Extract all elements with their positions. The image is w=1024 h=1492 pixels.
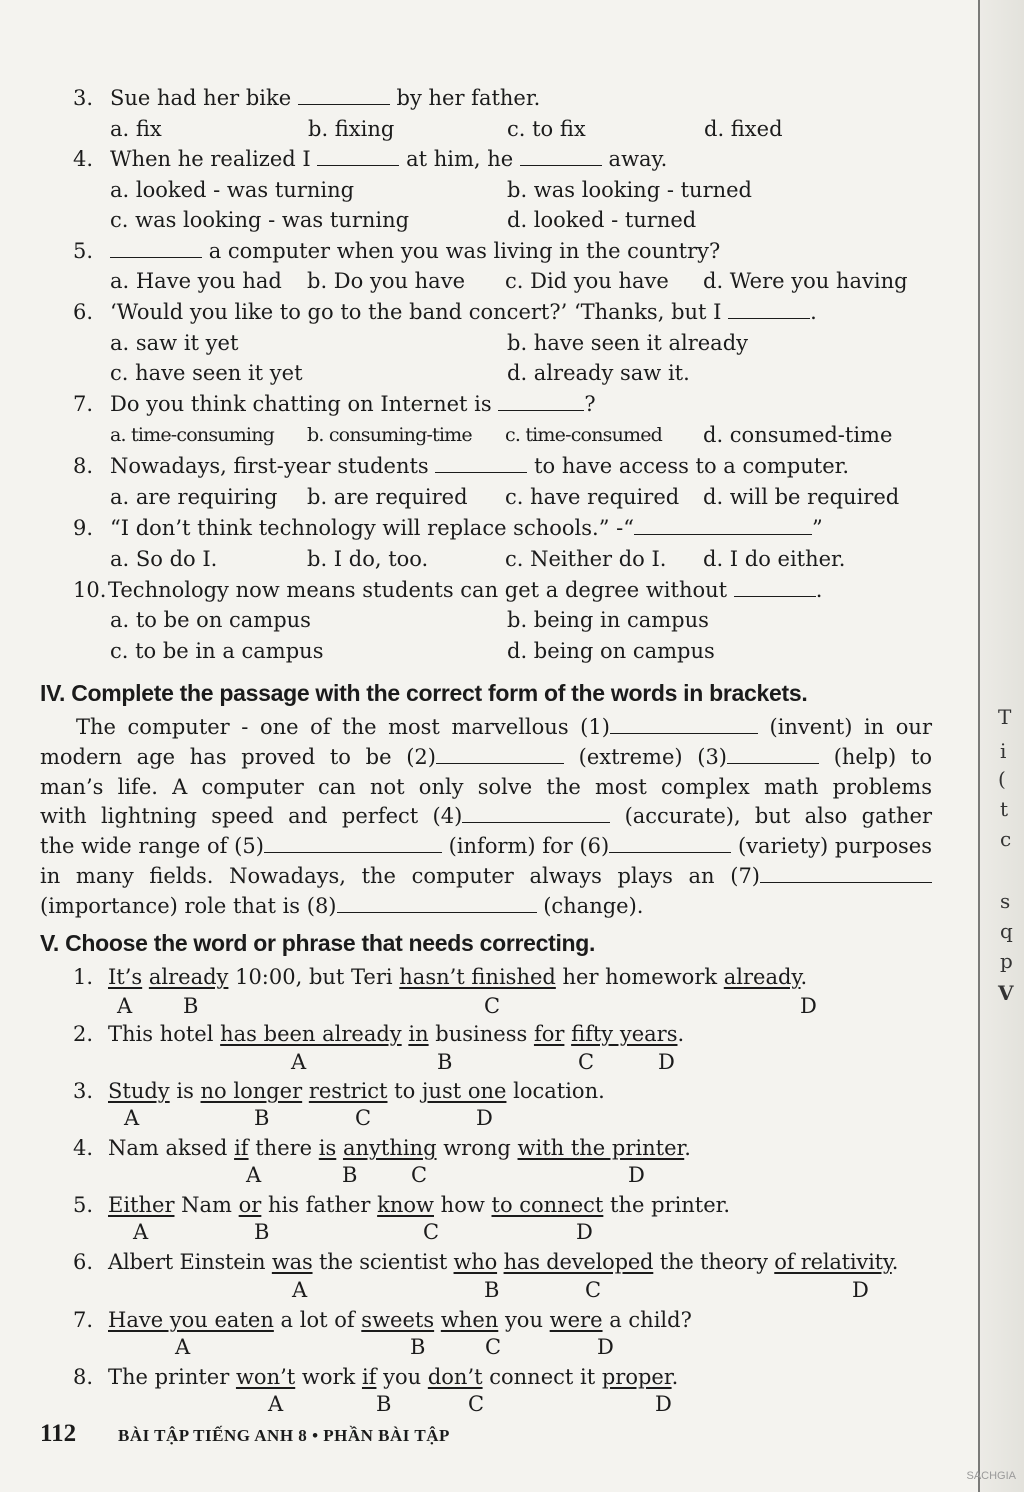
question-text: ” bbox=[811, 516, 823, 540]
underlined-part-a: has been already bbox=[220, 1022, 402, 1046]
letter-b: B bbox=[484, 1278, 500, 1302]
answer-blank-6 bbox=[609, 834, 731, 853]
passage-line bbox=[40, 713, 932, 743]
question-text: ? bbox=[584, 392, 596, 416]
underlined-part-c: restrict bbox=[308, 1079, 388, 1103]
question-4 bbox=[110, 146, 667, 172]
question-text: Nowadays, first-year students bbox=[110, 454, 429, 478]
letter-d: D bbox=[658, 1050, 675, 1074]
sentence-text: Nam bbox=[174, 1193, 239, 1217]
answer-blank-1 bbox=[610, 715, 758, 734]
underlined-part-c: know bbox=[377, 1193, 434, 1217]
passage-line bbox=[40, 892, 932, 922]
question-text: “I don’t think technology will replace schools.” -“ bbox=[110, 516, 634, 540]
passage-line bbox=[40, 743, 932, 773]
passage-line bbox=[40, 832, 932, 862]
underlined-part-a: won’t bbox=[235, 1365, 296, 1389]
letter-c: C bbox=[411, 1163, 428, 1187]
book-title bbox=[118, 1426, 450, 1446]
option-b: b. Do you have bbox=[307, 269, 465, 293]
option-b: b. have seen it already bbox=[507, 331, 748, 355]
question-text: Sue had her bike bbox=[110, 86, 292, 110]
underlined-part-c: anything bbox=[342, 1136, 437, 1160]
answer-blank bbox=[435, 454, 527, 473]
question-5 bbox=[110, 238, 720, 264]
question-number: 2. bbox=[73, 1022, 94, 1046]
passage-text: (help) to bbox=[833, 744, 932, 769]
letter-d: D bbox=[597, 1335, 614, 1359]
section-4-passage bbox=[40, 713, 932, 922]
letter-d: D bbox=[655, 1392, 672, 1416]
error-question-6 bbox=[108, 1249, 898, 1275]
passage-line bbox=[40, 862, 932, 892]
answer-blank-5 bbox=[264, 834, 442, 853]
letter-c: C bbox=[355, 1106, 372, 1130]
question-text: . bbox=[815, 578, 823, 602]
underlined-part-b: sweets bbox=[361, 1308, 435, 1332]
edge-mark: c bbox=[1000, 827, 1012, 851]
answer-blank bbox=[317, 147, 399, 166]
option-c: c. have required bbox=[505, 485, 680, 509]
option-a: a. So do I. bbox=[110, 547, 218, 571]
option-a: a. Have you had bbox=[110, 269, 282, 293]
question-number: 6. bbox=[73, 300, 94, 324]
sentence-text: the theory bbox=[653, 1250, 775, 1274]
question-number: 4. bbox=[73, 147, 94, 171]
question-text: When he realized I bbox=[110, 147, 311, 171]
underlined-part-d: just one bbox=[421, 1079, 507, 1103]
option-a: a. saw it yet bbox=[110, 331, 239, 355]
underlined-part-d: already bbox=[723, 965, 801, 989]
sentence-text: there bbox=[248, 1136, 319, 1160]
sentence-text bbox=[434, 1308, 441, 1332]
question-number: 8. bbox=[73, 1365, 94, 1389]
sentence-text: how bbox=[434, 1193, 492, 1217]
answer-blank-8 bbox=[337, 894, 537, 913]
question-number: 8. bbox=[73, 454, 94, 478]
sentence-text: the scientist bbox=[312, 1250, 454, 1274]
option-a: a. to be on campus bbox=[110, 608, 311, 632]
edge-mark: V bbox=[998, 981, 1014, 1005]
underlined-part-b: if bbox=[361, 1365, 377, 1389]
letter-c: C bbox=[423, 1220, 440, 1244]
underlined-part-d: with the printer bbox=[517, 1136, 685, 1160]
sentence-text: his father bbox=[261, 1193, 378, 1217]
question-6 bbox=[110, 299, 817, 325]
sentence-text: . bbox=[671, 1365, 679, 1389]
answer-blank-7 bbox=[760, 864, 932, 883]
letter-c: C bbox=[484, 994, 501, 1018]
letter-b: B bbox=[410, 1335, 426, 1359]
sentence-text: 10:00, but Teri bbox=[228, 965, 400, 989]
sentence-text: . bbox=[891, 1250, 899, 1274]
section-5-heading: V. Choose the word or phrase that needs correcting. bbox=[40, 930, 596, 956]
page-number: 112 bbox=[40, 1420, 77, 1447]
sentence-text bbox=[336, 1136, 343, 1160]
letter-a: A bbox=[291, 1050, 307, 1074]
edge-mark: ( bbox=[998, 767, 1006, 791]
error-question-5 bbox=[108, 1192, 730, 1218]
passage-text: the wide range of (5) bbox=[40, 834, 264, 859]
passage-text: The computer - one of the most marvellous (1) bbox=[76, 715, 610, 739]
passage-text: (variety) purposes bbox=[737, 834, 932, 859]
underlined-part-b: already bbox=[148, 965, 229, 989]
sentence-text: Albert Einstein bbox=[108, 1250, 272, 1274]
sentence-text: you bbox=[498, 1308, 550, 1332]
underlined-part-c: when bbox=[440, 1308, 499, 1332]
underlined-part-b: or bbox=[238, 1193, 262, 1217]
letter-b: B bbox=[376, 1392, 392, 1416]
answer-blank-4 bbox=[462, 804, 610, 823]
answer-blank bbox=[298, 86, 390, 105]
bullet-icon: • bbox=[312, 1426, 319, 1445]
letter-d: D bbox=[628, 1163, 645, 1187]
question-3 bbox=[110, 85, 540, 111]
letter-b: B bbox=[183, 994, 199, 1018]
error-question-3 bbox=[108, 1078, 605, 1104]
option-c: c. Neither do I. bbox=[505, 547, 667, 571]
underlined-part-a: if bbox=[234, 1136, 249, 1160]
error-question-7 bbox=[108, 1307, 692, 1333]
underlined-part-a: It’s bbox=[108, 965, 143, 989]
edge-mark: t bbox=[1000, 797, 1009, 821]
error-question-8 bbox=[108, 1364, 678, 1390]
answer-blank bbox=[520, 147, 602, 166]
sentence-text: a child? bbox=[602, 1308, 692, 1332]
edge-mark: i bbox=[1000, 739, 1007, 763]
question-text: . bbox=[810, 300, 817, 324]
edge-mark: T bbox=[998, 705, 1012, 729]
question-text: to have access to a computer. bbox=[534, 454, 850, 478]
question-number: 3. bbox=[73, 86, 94, 110]
answer-blank bbox=[110, 239, 202, 258]
question-number: 3. bbox=[73, 1079, 94, 1103]
option-a: a. looked - was turning bbox=[110, 178, 355, 202]
option-d: d. will be required bbox=[703, 485, 900, 509]
option-b: b. was looking - turned bbox=[507, 178, 752, 202]
question-text: at him, he bbox=[406, 147, 514, 171]
passage-text: (extreme) (3) bbox=[578, 744, 728, 769]
sentence-text: to bbox=[387, 1079, 422, 1103]
question-7 bbox=[110, 391, 596, 417]
question-number: 4. bbox=[73, 1136, 94, 1160]
letter-a: A bbox=[246, 1163, 262, 1187]
error-question-4 bbox=[108, 1135, 691, 1161]
sentence-text bbox=[142, 965, 149, 989]
underlined-part-c: don’t bbox=[427, 1365, 483, 1389]
answer-blank bbox=[498, 392, 584, 411]
passage-line: man’s life. A computer can not only solve the most complex math problems bbox=[40, 774, 932, 799]
option-c: c. time-consumed bbox=[505, 424, 663, 446]
question-number: 5. bbox=[73, 1193, 94, 1217]
question-8 bbox=[110, 453, 849, 479]
option-d: d. Were you having bbox=[703, 269, 908, 293]
letter-c: C bbox=[578, 1050, 595, 1074]
section-4-heading: IV. Complete the passage with the correct form of the words in brackets. bbox=[40, 680, 808, 706]
sentence-text: business bbox=[428, 1022, 534, 1046]
answer-blank-3 bbox=[727, 745, 819, 764]
question-number: 9. bbox=[73, 516, 94, 540]
letter-d: D bbox=[576, 1220, 593, 1244]
underlined-part-d: fifty years bbox=[571, 1022, 678, 1046]
letter-d: D bbox=[852, 1278, 869, 1302]
underlined-part-d: of relativity bbox=[774, 1250, 892, 1274]
letter-b: B bbox=[254, 1220, 270, 1244]
sentence-text: This hotel bbox=[108, 1022, 221, 1046]
underlined-part-a: Study bbox=[108, 1079, 170, 1103]
passage-text: modern age has proved to be (2) bbox=[40, 744, 436, 769]
underlined-part-a: Either bbox=[108, 1193, 175, 1217]
underlined-part-b: in bbox=[408, 1022, 429, 1046]
passage-text: with lightning speed and perfect (4) bbox=[40, 804, 463, 829]
underlined-part-d: to connect bbox=[491, 1193, 604, 1217]
passage-text: (importance) role that is (8) bbox=[40, 893, 337, 918]
passage-text: (invent) in our bbox=[769, 715, 932, 739]
sentence-text: is bbox=[169, 1079, 201, 1103]
question-text: by her father. bbox=[396, 86, 541, 110]
passage-text: (inform) for (6) bbox=[448, 834, 610, 859]
letter-c: C bbox=[485, 1335, 502, 1359]
sentence-text: . bbox=[684, 1136, 691, 1160]
option-d: d. consumed-time bbox=[703, 423, 893, 447]
question-9 bbox=[110, 515, 823, 541]
edge-mark: s bbox=[1000, 889, 1011, 913]
sentence-text: Nam aksed bbox=[108, 1136, 235, 1160]
option-b: b. being in campus bbox=[507, 608, 709, 632]
underlined-part-a: Have you eaten bbox=[108, 1308, 274, 1332]
underlined-part-a: was bbox=[271, 1250, 313, 1274]
sentence-text: connect it bbox=[482, 1365, 602, 1389]
sentence-text bbox=[302, 1079, 309, 1103]
question-number: 10. bbox=[73, 578, 107, 602]
option-d: d. looked - turned bbox=[507, 208, 697, 232]
letter-a: A bbox=[292, 1278, 308, 1302]
letter-a: A bbox=[268, 1392, 284, 1416]
underlined-part-c: hasn’t finished bbox=[399, 965, 556, 989]
option-c: c. have seen it yet bbox=[110, 361, 303, 385]
option-a: a. time-consuming bbox=[110, 424, 274, 446]
question-number: 1. bbox=[73, 965, 94, 989]
option-b: b. I do, too. bbox=[307, 547, 429, 571]
letter-c: C bbox=[468, 1392, 485, 1416]
underlined-part-b: is bbox=[318, 1136, 337, 1160]
underlined-part-c: has developed bbox=[503, 1250, 654, 1274]
answer-blank-2 bbox=[436, 745, 564, 764]
edge-mark: p bbox=[1000, 949, 1013, 973]
question-10 bbox=[108, 577, 822, 603]
answer-blank bbox=[728, 300, 810, 319]
passage-line bbox=[40, 802, 932, 832]
letter-c: C bbox=[585, 1278, 602, 1302]
letter-d: D bbox=[476, 1106, 493, 1130]
edge-mark: q bbox=[1000, 919, 1013, 943]
question-number: 7. bbox=[73, 1308, 94, 1332]
question-number: 5. bbox=[73, 239, 94, 263]
sentence-text: . bbox=[800, 965, 808, 989]
question-text: ‘Would you like to go to the band concert?’ ‘Thanks, but I bbox=[110, 300, 722, 324]
underlined-part-c: for bbox=[533, 1022, 565, 1046]
passage-text: (7) bbox=[730, 863, 760, 888]
question-number: 7. bbox=[73, 392, 94, 416]
option-c: c. to fix bbox=[507, 117, 586, 141]
letter-b: B bbox=[437, 1050, 453, 1074]
underlined-part-d: were bbox=[549, 1308, 603, 1332]
sentence-text: location. bbox=[506, 1079, 605, 1103]
passage-text: (accurate), but also gather bbox=[624, 804, 932, 829]
option-b: b. fixing bbox=[308, 117, 395, 141]
letter-b: B bbox=[254, 1106, 270, 1130]
watermark: SACHGIA bbox=[966, 1470, 1016, 1482]
footer-subtitle: PHẦN BÀI TẬP bbox=[323, 1426, 450, 1445]
error-question-1 bbox=[108, 964, 807, 990]
option-d: d. I do either. bbox=[703, 547, 846, 571]
sentence-text: . bbox=[677, 1022, 685, 1046]
underlined-part-d: proper bbox=[601, 1365, 672, 1389]
question-number: 6. bbox=[73, 1250, 94, 1274]
sentence-text: you bbox=[376, 1365, 428, 1389]
adjacent-page-edge bbox=[978, 0, 1024, 1492]
option-a: a. fix bbox=[110, 117, 162, 141]
passage-text: (change). bbox=[543, 893, 644, 918]
letter-d: D bbox=[800, 994, 817, 1018]
letter-b: B bbox=[342, 1163, 358, 1187]
footer-title: BÀI TẬP TIẾNG ANH 8 bbox=[118, 1426, 308, 1445]
underlined-part-b: who bbox=[453, 1250, 498, 1274]
underlined-part-b: no longer bbox=[200, 1079, 303, 1103]
option-c: c. was looking - was turning bbox=[110, 208, 410, 232]
option-b: b. consuming-time bbox=[307, 424, 472, 446]
question-text: away. bbox=[608, 147, 668, 171]
letter-a: A bbox=[124, 1106, 140, 1130]
sentence-text: the printer. bbox=[603, 1193, 731, 1217]
letter-a: A bbox=[133, 1220, 149, 1244]
answer-blank bbox=[634, 516, 812, 535]
option-b: b. are required bbox=[307, 485, 468, 509]
option-d: d. fixed bbox=[704, 117, 783, 141]
option-c: c. to be in a campus bbox=[110, 639, 324, 663]
error-question-2 bbox=[108, 1021, 684, 1047]
sentence-text: her homework bbox=[555, 965, 724, 989]
letter-a: A bbox=[175, 1335, 191, 1359]
question-text: Technology now means students can get a degree without bbox=[108, 578, 728, 602]
sentence-text: wrong bbox=[436, 1136, 518, 1160]
sentence-text: The printer bbox=[108, 1365, 236, 1389]
option-d: d. already saw it. bbox=[507, 361, 690, 385]
sentence-text: work bbox=[295, 1365, 362, 1389]
letter-a: A bbox=[117, 994, 133, 1018]
sentence-text: a lot of bbox=[273, 1308, 362, 1332]
option-a: a. are requiring bbox=[110, 485, 278, 509]
answer-blank bbox=[734, 578, 816, 597]
passage-text: in many fields. Nowadays, the computer always plays an bbox=[40, 863, 715, 888]
option-c: c. Did you have bbox=[505, 269, 669, 293]
question-text: Do you think chatting on Internet is bbox=[110, 392, 492, 416]
option-d: d. being on campus bbox=[507, 639, 715, 663]
question-text: a computer when you was living in the country? bbox=[208, 239, 721, 263]
